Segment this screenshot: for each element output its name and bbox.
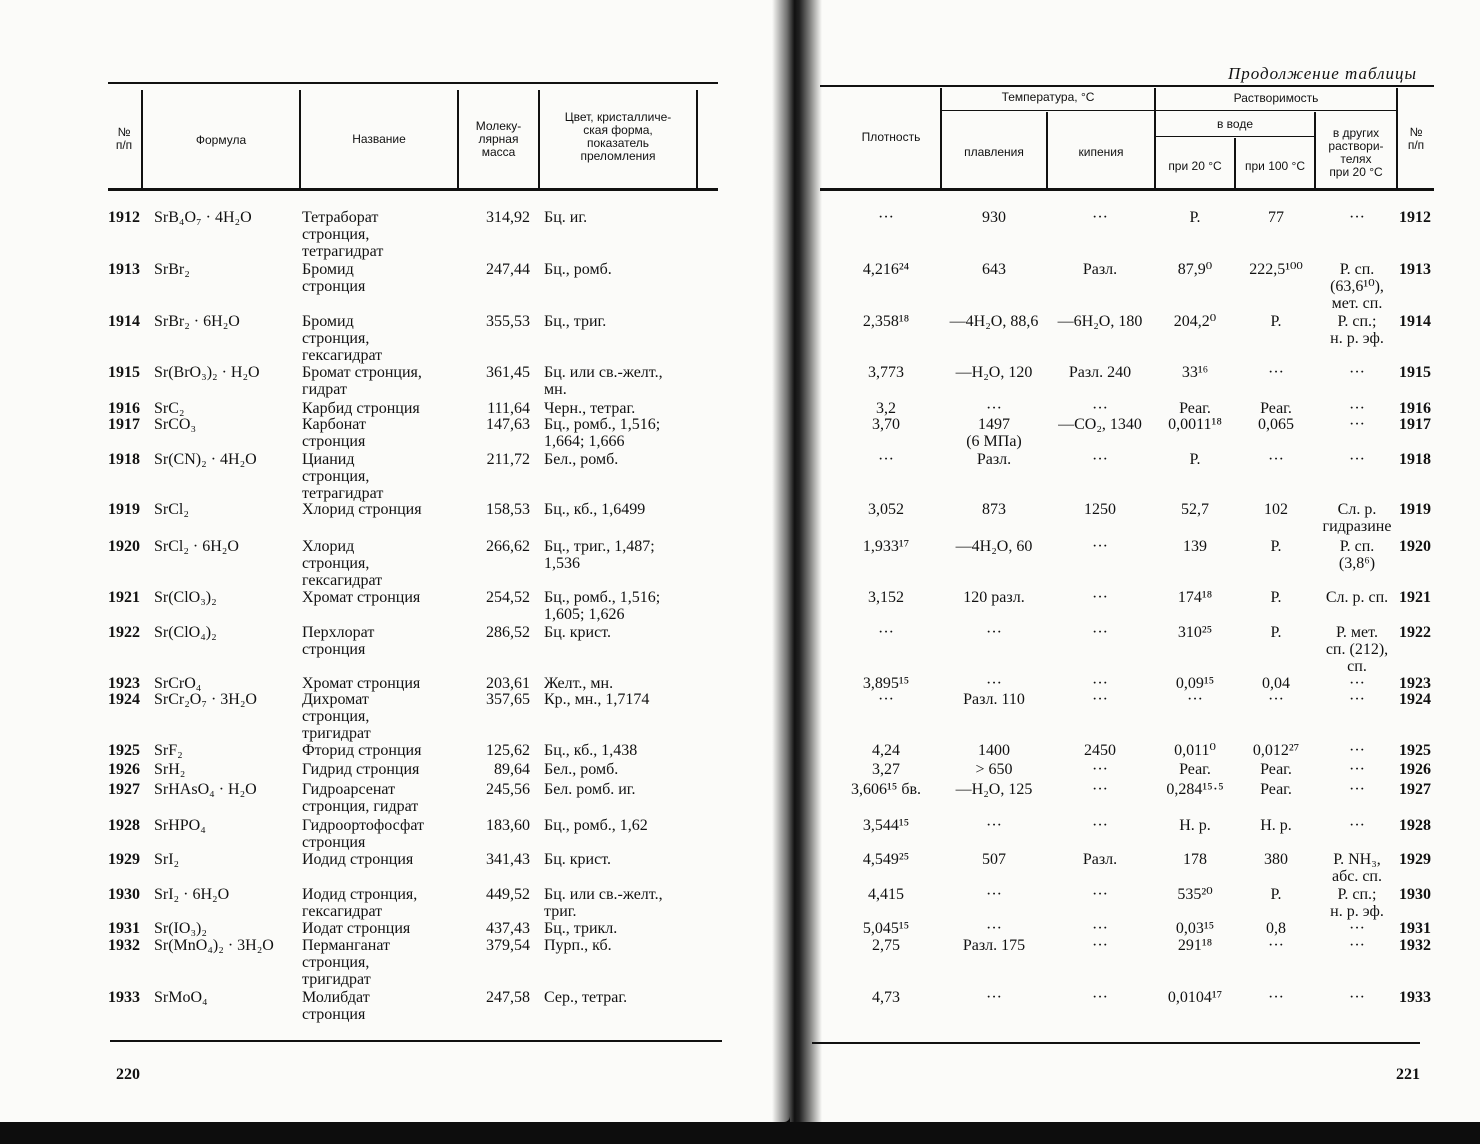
density: ··· — [878, 209, 894, 226]
compound-name: Фторид стронция — [302, 742, 422, 759]
right-top-rule — [820, 85, 1434, 87]
row-number: 1924 — [108, 691, 140, 708]
density: 3,052 — [868, 501, 904, 518]
color-form: Бц., триг. — [544, 313, 607, 330]
solubility-100c: 0,012²⁷ — [1252, 742, 1300, 759]
melting-point: —4H₂O, 88,6 — [949, 313, 1039, 330]
boiling-point: ··· — [1092, 675, 1108, 692]
row-number-right: 1921 — [1399, 589, 1431, 606]
header-density: Плотность — [861, 130, 921, 144]
solubility-other: Р. NH₃, абс. сп. — [1331, 851, 1382, 885]
color-form: Бц. крист. — [544, 851, 611, 868]
melting-point: ··· — [986, 400, 1002, 417]
solubility-other: Р. мет. сп. (212), сп. — [1325, 624, 1389, 675]
row-number: 1918 — [108, 451, 140, 468]
solubility-100c: ··· — [1268, 691, 1284, 708]
color-form: Бел. ромб. иг. — [544, 781, 636, 798]
density: 3,773 — [868, 364, 904, 381]
row-number-right: 1914 — [1399, 313, 1431, 330]
melting-point: ··· — [986, 675, 1002, 692]
boiling-point: 2450 — [1084, 742, 1116, 759]
solubility-other: ··· — [1349, 742, 1365, 759]
compound-name: Хромат стронция — [302, 675, 421, 692]
color-form: Бел., ромб. — [544, 451, 619, 468]
compound-name: Тетраборат стронция, тетрагидрат — [302, 209, 384, 260]
molecular-mass: 341,43 — [486, 851, 530, 868]
melting-point: 873 — [982, 501, 1006, 518]
row-number-right: 1931 — [1399, 920, 1431, 937]
solubility-100c: Реаг. — [1260, 400, 1292, 417]
formula: SrCO₃ — [154, 416, 197, 433]
color-form: Бц., кб., 1,6499 — [544, 501, 646, 518]
solubility-20c: 0,284¹⁵·⁵ — [1166, 781, 1224, 798]
molecular-mass: 247,44 — [486, 261, 530, 278]
solubility-other: ··· — [1349, 920, 1365, 937]
row-number: 1933 — [108, 989, 140, 1006]
solubility-other: Р. сп.; н. р. эф. — [1330, 886, 1384, 920]
boiling-point: Разл. 240 — [1068, 364, 1132, 381]
formula: Sr(ClO₄)₂ — [154, 624, 217, 641]
compound-name: Молибдат стронция — [302, 989, 370, 1023]
solubility-20c: 310²⁵ — [1177, 624, 1213, 641]
molecular-mass: 361,45 — [486, 364, 530, 381]
melting-point: ··· — [986, 920, 1002, 937]
solubility-100c: Р. — [1270, 886, 1282, 903]
right-header-bottom-rule — [820, 188, 1434, 191]
solubility-100c: 380 — [1264, 851, 1288, 868]
color-form: Кр., мн., 1,7174 — [544, 691, 650, 708]
melting-point: 930 — [982, 209, 1006, 226]
row-number: 1930 — [108, 886, 140, 903]
solubility-20c: 0,0011¹⁸ — [1168, 416, 1222, 433]
color-form: Бц. крист. — [544, 624, 611, 641]
melting-point: 643 — [982, 261, 1006, 278]
molecular-mass: 203,61 — [486, 675, 530, 692]
melting-point: 507 — [982, 851, 1006, 868]
solubility-100c: ··· — [1268, 989, 1284, 1006]
formula: SrBr₂ · 6H₂O — [154, 313, 240, 330]
solubility-20c: 0,011⁰ — [1174, 742, 1216, 759]
formula: SrHPO₄ — [154, 817, 206, 834]
compound-name: Гидроортофосфат стронция — [302, 817, 425, 851]
boiling-point: Разл. — [1082, 851, 1118, 868]
formula: Sr(CN)₂ · 4H₂O — [154, 451, 257, 468]
solubility-100c: Р. — [1270, 589, 1282, 606]
color-form: Бц., ромб., 1,516; 1,605; 1,626 — [544, 589, 661, 623]
density: 2,75 — [872, 937, 900, 954]
row-number-right: 1913 — [1399, 261, 1431, 278]
row-number-right: 1928 — [1399, 817, 1431, 834]
density: 5,045¹⁵ — [862, 920, 910, 937]
right-sub-rule — [1154, 136, 1314, 137]
solubility-100c: 0,04 — [1262, 675, 1290, 692]
row-number-right: 1926 — [1399, 761, 1431, 778]
header-in-water: в воде — [1216, 117, 1254, 131]
melting-point: —4H₂O, 60 — [955, 538, 1033, 555]
density: 4,73 — [872, 989, 900, 1006]
header-no-right: № п/п — [1407, 125, 1425, 152]
boiling-point: ··· — [1092, 817, 1108, 834]
molecular-mass: 158,53 — [486, 501, 530, 518]
row-number: 1922 — [108, 624, 140, 641]
molecular-mass: 254,52 — [486, 589, 530, 606]
formula: SrF₂ — [154, 742, 183, 759]
solubility-100c: ··· — [1268, 451, 1284, 468]
header-at-100: при 100 °С — [1244, 159, 1306, 173]
compound-name: Хромат стронция — [302, 589, 421, 606]
molecular-mass: 211,72 — [486, 451, 530, 468]
right-page-number: 221 — [1396, 1066, 1420, 1083]
density: 4,216²⁴ — [862, 261, 910, 278]
density: 3,2 — [876, 400, 896, 417]
compound-name: Гидрид стронция — [302, 761, 420, 778]
solubility-20c: ··· — [1187, 691, 1203, 708]
formula: SrCr₂O₇ · 3H₂O — [154, 691, 257, 708]
compound-name: Иодид стронция — [302, 851, 414, 868]
row-number: 1917 — [108, 416, 140, 433]
solubility-other: ··· — [1349, 691, 1365, 708]
header-at-20: при 20 °С — [1168, 159, 1222, 173]
solubility-20c: Р. — [1189, 209, 1201, 226]
compound-name: Гидроарсенат стронция, гидрат — [302, 781, 419, 815]
row-number: 1932 — [108, 937, 140, 954]
density: 3,152 — [868, 589, 904, 606]
melting-point: Разл. 110 — [963, 691, 1025, 708]
boiling-point: ··· — [1092, 920, 1108, 937]
melting-point: Разл. 175 — [962, 937, 1026, 954]
density: 3,70 — [872, 416, 900, 433]
boiling-point: ··· — [1092, 989, 1108, 1006]
solubility-20c: 291¹⁸ — [1177, 937, 1213, 954]
formula: SrI₂ · 6H₂O — [154, 886, 230, 903]
solubility-other: Р. сп. (63,6¹⁰), мет. сп. — [1330, 261, 1384, 312]
book-gutter — [772, 0, 822, 1122]
solubility-20c: 535²⁰ — [1177, 886, 1213, 903]
melting-point: ··· — [986, 989, 1002, 1006]
density: 4,549²⁵ — [862, 851, 910, 868]
left-page-number: 220 — [116, 1066, 140, 1083]
solubility-100c: 102 — [1264, 501, 1288, 518]
solubility-other: ··· — [1349, 937, 1365, 954]
solubility-other: ··· — [1349, 416, 1365, 433]
boiling-point: —6H₂O, 180 — [1057, 313, 1143, 330]
formula: Sr(IO₃)₂ — [154, 920, 207, 937]
solubility-20c: 0,03¹⁵ — [1175, 920, 1215, 937]
melting-point: 120 разл. — [963, 589, 1025, 606]
compound-name: Карбонат стронция — [302, 416, 366, 450]
color-form: Бц., ромб., 1,62 — [544, 817, 648, 834]
boiling-point: ··· — [1092, 451, 1108, 468]
boiling-point: Разл. — [1082, 261, 1118, 278]
compound-name: Хлорид стронция — [302, 501, 422, 518]
row-number: 1925 — [108, 742, 140, 759]
row-number-right: 1930 — [1399, 886, 1431, 903]
header-formula: Формула — [195, 133, 247, 147]
row-number: 1921 — [108, 589, 140, 606]
right-sub-rule — [940, 110, 1396, 111]
row-number: 1915 — [108, 364, 140, 381]
formula: Sr(BrO₃)₂ · H₂O — [154, 364, 260, 381]
row-number-right: 1915 — [1399, 364, 1431, 381]
row-number: 1927 — [108, 781, 140, 798]
boiling-point: ··· — [1092, 589, 1108, 606]
boiling-point: 1250 — [1084, 501, 1116, 518]
left-top-rule — [108, 82, 718, 84]
row-number: 1928 — [108, 817, 140, 834]
header-boiling: кипения — [1078, 145, 1124, 159]
molecular-mass: 125,62 — [486, 742, 530, 759]
solubility-other: ··· — [1349, 989, 1365, 1006]
density: 4,24 — [872, 742, 900, 759]
compound-name: Иодат стронция — [302, 920, 411, 937]
formula: SrCl₂ · 6H₂O — [154, 538, 239, 555]
solubility-other: ··· — [1349, 451, 1365, 468]
solubility-100c: Р. — [1270, 313, 1282, 330]
solubility-20c: 52,7 — [1181, 501, 1209, 518]
molecular-mass: 89,64 — [494, 761, 530, 778]
formula: SrH₂ — [154, 761, 186, 778]
formula: SrMoO₄ — [154, 989, 208, 1006]
color-form: Бц., ромб. — [544, 261, 612, 278]
color-form: Бц. или св.-желт., мн. — [544, 364, 663, 398]
compound-name: Перхлорат стронция — [302, 624, 375, 658]
solubility-other: Р. сп. (3,8⁶) — [1338, 538, 1376, 572]
boiling-point: ··· — [1092, 937, 1108, 954]
row-number-right: 1933 — [1399, 989, 1431, 1006]
density: 3,606¹⁵ бв. — [850, 781, 922, 798]
solubility-20c: 33¹⁶ — [1181, 364, 1209, 381]
melting-point: ··· — [986, 886, 1002, 903]
header-other-solvents: в других раствори- телях при 20 °С — [1328, 126, 1384, 179]
solubility-100c: 222,5¹⁰⁰ — [1249, 261, 1303, 278]
color-form: Бц., триг., 1,487; 1,536 — [544, 538, 655, 572]
boiling-point: ··· — [1092, 691, 1108, 708]
solubility-100c: Р. — [1270, 538, 1282, 555]
solubility-other: ··· — [1349, 817, 1365, 834]
compound-name: Карбид стронция — [302, 400, 420, 417]
solubility-20c: 0,09¹⁵ — [1175, 675, 1215, 692]
molecular-mass: 247,58 — [486, 989, 530, 1006]
density: ··· — [878, 691, 894, 708]
solubility-other: ··· — [1349, 781, 1365, 798]
compound-name: Бромат стронция, гидрат — [302, 364, 422, 398]
header-no: № п/п — [115, 125, 133, 152]
solubility-100c: 0,065 — [1258, 416, 1294, 433]
row-number-right: 1929 — [1399, 851, 1431, 868]
formula: Sr(ClO₃)₂ — [154, 589, 217, 606]
header-melting: плавления — [964, 145, 1024, 159]
header-temperature: Температура, °С — [1001, 90, 1095, 104]
row-number: 1920 — [108, 538, 140, 555]
solubility-100c: 0,8 — [1266, 920, 1286, 937]
boiling-point: ··· — [1092, 781, 1108, 798]
solubility-20c: Р. — [1189, 451, 1201, 468]
row-number: 1914 — [108, 313, 140, 330]
molecular-mass: 245,56 — [486, 781, 530, 798]
header-name: Название — [352, 132, 406, 146]
solubility-other: Сл. р. сп. — [1325, 589, 1389, 606]
solubility-20c: 139 — [1183, 538, 1207, 555]
solubility-other: ··· — [1349, 761, 1365, 778]
solubility-20c: Реаг. — [1179, 761, 1211, 778]
solubility-100c: ··· — [1268, 937, 1284, 954]
molecular-mass: 449,52 — [486, 886, 530, 903]
compound-name: Бромид стронция — [302, 261, 366, 295]
solubility-100c: ··· — [1268, 364, 1284, 381]
compound-name: Бромид стронция, гексагидрат — [302, 313, 383, 364]
compound-name: Цианид стронция, тетрагидрат — [302, 451, 384, 502]
left-bottom-rule — [110, 1040, 722, 1042]
row-number-right: 1927 — [1399, 781, 1431, 798]
row-number-right: 1932 — [1399, 937, 1431, 954]
header-solubility: Растворимость — [1233, 91, 1319, 105]
solubility-20c: 0,0104¹⁷ — [1167, 989, 1223, 1006]
row-number: 1926 — [108, 761, 140, 778]
density: ··· — [878, 624, 894, 641]
row-number: 1931 — [108, 920, 140, 937]
solubility-20c: 174¹⁸ — [1177, 589, 1213, 606]
compound-name: Хлорид стронция, гексагидрат — [302, 538, 383, 589]
molecular-mass: 286,52 — [486, 624, 530, 641]
solubility-100c: 77 — [1268, 209, 1284, 226]
melting-point: 1400 — [978, 742, 1010, 759]
formula: SrCl₂ — [154, 501, 189, 518]
molecular-mass: 111,64 — [487, 400, 530, 417]
boiling-point: ··· — [1092, 400, 1108, 417]
color-form: Бц., ромб., 1,516; 1,664; 1,666 — [544, 416, 661, 450]
row-number: 1923 — [108, 675, 140, 692]
row-number-right: 1916 — [1399, 400, 1431, 417]
molecular-mass: 314,92 — [486, 209, 530, 226]
melting-point: —H₂O, 120 — [955, 364, 1033, 381]
color-form: Черн., тетраг. — [544, 400, 636, 417]
melting-point: Разл. — [976, 451, 1012, 468]
molecular-mass: 183,60 — [486, 817, 530, 834]
solubility-100c: Реаг. — [1260, 761, 1292, 778]
compound-name: Перманганат стронция, тригидрат — [302, 937, 390, 988]
row-number: 1919 — [108, 501, 140, 518]
row-number: 1929 — [108, 851, 140, 868]
solubility-other: ··· — [1349, 209, 1365, 226]
solubility-other: Сл. р. гидразине — [1322, 501, 1392, 535]
header-color: Цвет, кристалличе- ская форма, показатель преломления — [564, 110, 672, 163]
density: 4,415 — [868, 886, 904, 903]
solubility-20c: 204,2⁰ — [1173, 313, 1217, 330]
formula: SrHAsO₄ · H₂O — [154, 781, 257, 798]
row-number: 1913 — [108, 261, 140, 278]
melting-point: ··· — [986, 624, 1002, 641]
density: 3,895¹⁵ — [862, 675, 910, 692]
density: 3,544¹⁵ — [862, 817, 910, 834]
boiling-point: ··· — [1092, 538, 1108, 555]
compound-name: Дихромат стронция, тригидрат — [302, 691, 371, 742]
boiling-point: ··· — [1092, 624, 1108, 641]
row-number-right: 1918 — [1399, 451, 1431, 468]
density: ··· — [878, 451, 894, 468]
row-number-right: 1920 — [1399, 538, 1431, 555]
row-number-right: 1922 — [1399, 624, 1431, 641]
row-number: 1916 — [108, 400, 140, 417]
row-number-right: 1924 — [1399, 691, 1431, 708]
melting-point: > 650 — [975, 761, 1013, 778]
color-form: Желт., мн. — [544, 675, 614, 692]
color-form: Бц. иг. — [544, 209, 588, 226]
color-form: Пурп., кб. — [544, 937, 612, 954]
solubility-other: ··· — [1349, 400, 1365, 417]
melting-point: 1497 (6 МПа) — [966, 416, 1022, 450]
solubility-100c: Р. — [1270, 624, 1282, 641]
molecular-mass: 355,53 — [486, 313, 530, 330]
solubility-other: ··· — [1349, 675, 1365, 692]
solubility-20c: 178 — [1183, 851, 1207, 868]
right-bottom-rule — [812, 1042, 1420, 1044]
left-header-bottom-rule — [108, 188, 718, 191]
table-continuation-caption: Продолжение таблицы — [1228, 64, 1418, 83]
color-form: Бц., трикл. — [544, 920, 618, 937]
molecular-mass: 379,54 — [486, 937, 530, 954]
formula: SrC₂ — [154, 400, 185, 417]
molecular-mass: 266,62 — [486, 538, 530, 555]
formula: SrB₄O₇ · 4H₂O — [154, 209, 252, 226]
compound-name: Иодид стронция, гексагидрат — [302, 886, 418, 920]
formula: Sr(MnO₄)₂ · 3H₂O — [154, 937, 274, 954]
solubility-20c: Реаг. — [1179, 400, 1211, 417]
formula: SrCrO₄ — [154, 675, 202, 692]
formula: SrBr₂ — [154, 261, 190, 278]
molecular-mass: 357,65 — [486, 691, 530, 708]
row-number-right: 1923 — [1399, 675, 1431, 692]
solubility-20c: 87,9⁰ — [1177, 261, 1213, 278]
boiling-point: —CO₂, 1340 — [1058, 416, 1142, 433]
row-number-right: 1912 — [1399, 209, 1431, 226]
density: 3,27 — [872, 761, 900, 778]
formula: SrI₂ — [154, 851, 180, 868]
density: 1,933¹⁷ — [862, 538, 910, 555]
melting-point: ··· — [986, 817, 1002, 834]
color-form: Сер., тетраг. — [544, 989, 628, 1006]
solubility-20c: Н. р. — [1179, 817, 1211, 834]
row-number: 1912 — [108, 209, 140, 226]
header-mass: Молеку- лярная масса — [475, 119, 522, 159]
color-form: Бел., ромб. — [544, 761, 619, 778]
color-form: Бц. или св.-желт., триг. — [544, 886, 663, 920]
row-number-right: 1925 — [1399, 742, 1431, 759]
solubility-other: ··· — [1349, 364, 1365, 381]
row-number-right: 1919 — [1399, 501, 1431, 518]
row-number-right: 1917 — [1399, 416, 1431, 433]
density: 2,358¹⁸ — [862, 313, 910, 330]
boiling-point: ··· — [1092, 761, 1108, 778]
melting-point: —H₂O, 125 — [955, 781, 1033, 798]
color-form: Бц., кб., 1,438 — [544, 742, 638, 759]
left-col-divider — [696, 90, 698, 188]
boiling-point: ··· — [1092, 209, 1108, 226]
boiling-point: ··· — [1092, 886, 1108, 903]
solubility-other: Р. сп.; н. р. эф. — [1330, 313, 1384, 347]
solubility-100c: Н. р. — [1260, 817, 1292, 834]
solubility-100c: Реаг. — [1260, 781, 1292, 798]
molecular-mass: 437,43 — [486, 920, 530, 937]
molecular-mass: 147,63 — [486, 416, 530, 433]
